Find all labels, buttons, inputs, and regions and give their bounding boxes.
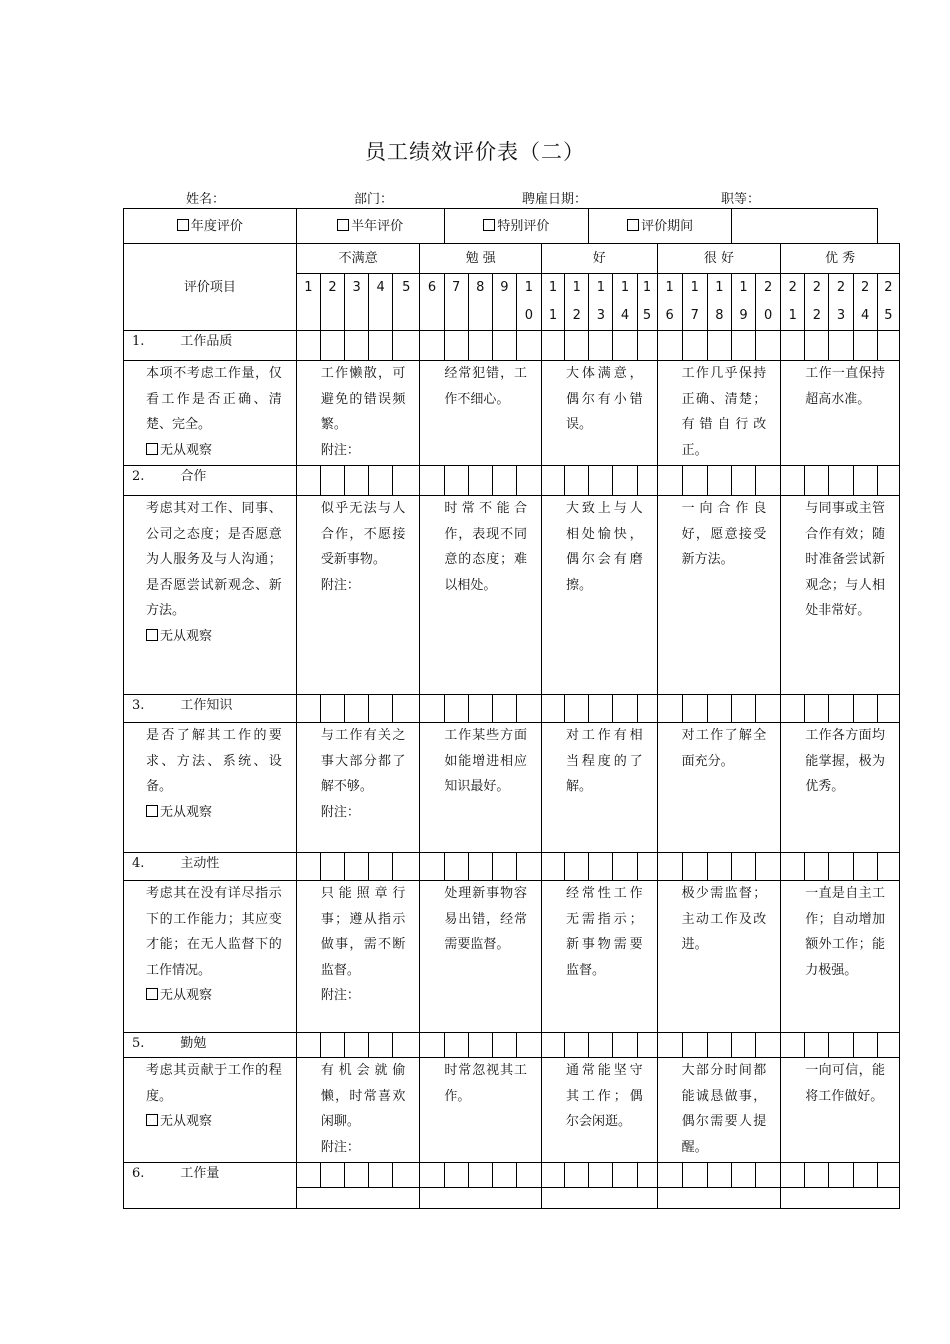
item-4-grade-5: 一直是自主工作；自动增加额外工作；能力极强。	[781, 881, 900, 1033]
score-mark-cell[interactable]	[853, 1163, 877, 1188]
checkbox-icon[interactable]	[146, 1114, 158, 1126]
score-mark-cell[interactable]	[637, 1033, 657, 1058]
score-mark-cell[interactable]	[468, 1033, 492, 1058]
score-mark-cell[interactable]	[444, 695, 468, 723]
score-number-23: 2 3	[829, 274, 853, 331]
no-observation-label: 无从观察	[160, 988, 213, 1003]
score-mark-cell[interactable]	[542, 1033, 565, 1058]
score-mark-cell[interactable]	[805, 853, 829, 881]
score-mark-cell[interactable]	[320, 695, 344, 723]
score-mark-cell[interactable]	[420, 1163, 444, 1188]
score-mark-cell[interactable]	[565, 853, 589, 881]
score-mark-cell[interactable]	[657, 1163, 682, 1188]
score-mark-cell[interactable]	[296, 1163, 320, 1188]
score-mark-cell[interactable]	[444, 466, 468, 496]
score-mark-cell[interactable]	[682, 1163, 707, 1188]
score-mark-cell[interactable]	[732, 853, 756, 881]
score-mark-cell[interactable]	[296, 1033, 320, 1058]
score-mark-cell[interactable]	[542, 695, 565, 723]
level-header-row	[124, 244, 900, 274]
item-3-grade-3: 对工作有相当程度的了解。	[542, 723, 658, 853]
item-2-grade-3: 大致上与人相处愉快，偶尔会有磨擦。	[542, 496, 658, 695]
score-number-20: 2 0	[756, 274, 781, 331]
score-mark-cell[interactable]	[468, 1163, 492, 1188]
score-mark-cell[interactable]	[829, 1033, 853, 1058]
score-mark-cell[interactable]	[829, 853, 853, 881]
score-mark-cell[interactable]	[637, 853, 657, 881]
score-mark-cell[interactable]	[853, 466, 877, 496]
item-4-grade-2: 处理新事物容易出错，经常需要监督。	[420, 881, 542, 1033]
score-mark-cell[interactable]	[732, 1163, 756, 1188]
score-mark-cell[interactable]	[657, 466, 682, 496]
score-mark-cell[interactable]	[468, 853, 492, 881]
item-2-grade-2: 时常不能合作，表现不同意的态度；难以相处。	[420, 496, 542, 695]
item-6-grade-2	[420, 1188, 542, 1209]
checkbox-icon[interactable]	[177, 219, 189, 231]
score-number-12: 1 2	[565, 274, 589, 331]
score-mark-cell[interactable]	[516, 853, 541, 881]
score-mark-cell[interactable]	[637, 466, 657, 496]
score-mark-cell[interactable]	[781, 1163, 805, 1188]
score-mark-cell[interactable]	[492, 466, 516, 496]
score-mark-cell[interactable]	[877, 853, 899, 881]
score-mark-cell[interactable]	[393, 466, 420, 496]
score-mark-cell[interactable]	[565, 1033, 589, 1058]
score-mark-cell[interactable]	[707, 853, 731, 881]
score-mark-cell[interactable]	[829, 1163, 853, 1188]
score-mark-cell[interactable]	[781, 695, 805, 723]
score-mark-cell[interactable]	[589, 853, 613, 881]
evaluation-form-table	[123, 208, 900, 1209]
score-mark-cell[interactable]	[657, 331, 682, 361]
score-mark-cell[interactable]	[444, 853, 468, 881]
score-mark-cell[interactable]	[682, 1033, 707, 1058]
item-2-description: 考虑其对工作、同事、公司之态度；是否愿意为人服务及与人沟通；是否愿尝试新观念、新方法。 无从观察	[124, 496, 297, 695]
score-mark-cell[interactable]	[565, 466, 589, 496]
score-mark-cell[interactable]	[345, 1033, 369, 1058]
checkbox-icon[interactable]	[483, 219, 495, 231]
item-3-title: 3. 工作知识	[124, 695, 297, 723]
score-mark-cell[interactable]	[853, 695, 877, 723]
item-1-score-row	[124, 331, 900, 361]
score-mark-cell[interactable]	[707, 1163, 731, 1188]
checkbox-icon[interactable]	[146, 443, 158, 455]
score-mark-cell[interactable]	[468, 695, 492, 723]
score-mark-cell[interactable]	[829, 466, 853, 496]
score-number-22: 2 2	[805, 274, 829, 331]
item-header: 评价项目	[124, 244, 297, 331]
name-label: 姓名：	[186, 192, 226, 207]
score-mark-cell[interactable]	[393, 1163, 420, 1188]
score-mark-cell[interactable]	[393, 331, 420, 361]
option-period[interactable]: 评价期间	[589, 209, 732, 244]
hire-date-label: 聘雇日期：	[522, 192, 588, 207]
score-number-14: 1 4	[613, 274, 637, 331]
item-2-detail-row	[124, 496, 900, 695]
score-mark-cell[interactable]	[805, 1033, 829, 1058]
item-6-title: 6. 工作量	[124, 1163, 297, 1209]
score-mark-cell[interactable]	[369, 1033, 393, 1058]
score-mark-cell[interactable]	[613, 695, 637, 723]
score-mark-cell[interactable]	[516, 331, 541, 361]
score-mark-cell[interactable]	[829, 695, 853, 723]
score-mark-cell[interactable]	[781, 466, 805, 496]
score-mark-cell[interactable]	[732, 466, 756, 496]
score-mark-cell[interactable]	[345, 1163, 369, 1188]
score-mark-cell[interactable]	[657, 695, 682, 723]
score-mark-cell[interactable]	[296, 331, 320, 361]
item-2-grade-5: 与同事或主管合作有效；随时准备尝试新观念；与人相处非常好。	[781, 496, 900, 695]
score-mark-cell[interactable]	[853, 1033, 877, 1058]
no-observation-label: 无从观察	[160, 628, 213, 644]
score-mark-cell[interactable]	[320, 466, 344, 496]
item-6-score-row	[124, 1163, 900, 1188]
score-number-15: 1 5	[637, 274, 657, 331]
score-mark-cell[interactable]	[781, 331, 805, 361]
score-mark-cell[interactable]	[565, 695, 589, 723]
item-3-grade-4: 对工作了解全面充分。	[657, 723, 781, 853]
score-mark-cell[interactable]	[369, 331, 393, 361]
item-5-description: 考虑其贡献于工作的程度。 无从观察	[124, 1058, 297, 1163]
item-6-grade-5	[781, 1188, 900, 1209]
score-mark-cell[interactable]	[732, 695, 756, 723]
no-observation-label: 无从观察	[160, 804, 213, 820]
score-mark-cell[interactable]	[805, 331, 829, 361]
score-mark-cell[interactable]	[345, 466, 369, 496]
level-marginal: 勉 强	[420, 244, 542, 274]
score-mark-cell[interactable]	[589, 1163, 613, 1188]
item-1-title: 1. 工作品质	[124, 331, 297, 361]
item-3-detail-row	[124, 723, 900, 853]
score-mark-cell[interactable]	[420, 331, 444, 361]
item-3-score-row	[124, 695, 900, 723]
score-mark-cell[interactable]	[682, 695, 707, 723]
score-mark-cell[interactable]	[613, 1163, 637, 1188]
score-mark-cell[interactable]	[589, 466, 613, 496]
score-mark-cell[interactable]	[516, 1033, 541, 1058]
score-mark-cell[interactable]	[589, 695, 613, 723]
item-3-grade-2: 工作某些方面如能增进相应知识最好。	[420, 723, 542, 853]
score-mark-cell[interactable]	[853, 331, 877, 361]
score-mark-cell[interactable]	[420, 466, 444, 496]
no-observation-label: 无从观察	[160, 442, 213, 458]
score-mark-cell[interactable]	[732, 1033, 756, 1058]
option-annual[interactable]: 年度评价	[124, 209, 297, 244]
score-number-2: 2	[320, 274, 344, 331]
score-mark-cell[interactable]	[613, 853, 637, 881]
item-4-grade-1: 只能照章行事；遵从指示做事，需不断监督。 附注：	[296, 881, 420, 1033]
score-number-5: 5	[393, 274, 420, 331]
item-1-grade-4: 工作几乎保持正确、清楚；有错自行改正。	[657, 361, 781, 466]
score-mark-cell[interactable]	[756, 853, 781, 881]
score-mark-cell[interactable]	[613, 1033, 637, 1058]
score-mark-cell[interactable]	[707, 695, 731, 723]
checkbox-icon[interactable]	[627, 219, 639, 231]
page-title: 员工绩效评价表（二）	[365, 140, 585, 164]
item-4-grade-3: 经常性工作无需指示；新事物需要监督。	[542, 881, 658, 1033]
score-mark-cell[interactable]	[756, 466, 781, 496]
score-number-4: 4	[369, 274, 393, 331]
score-mark-cell[interactable]	[369, 466, 393, 496]
score-mark-cell[interactable]	[805, 1163, 829, 1188]
score-mark-cell[interactable]	[657, 853, 682, 881]
level-unsatisfactory: 不满意	[296, 244, 420, 274]
score-mark-cell[interactable]	[393, 853, 420, 881]
level-very-good: 很 好	[657, 244, 781, 274]
item-5-score-row	[124, 1033, 900, 1058]
checkbox-icon[interactable]	[146, 629, 158, 641]
item-1-detail-row	[124, 361, 900, 466]
score-mark-cell[interactable]	[542, 331, 565, 361]
score-mark-cell[interactable]	[542, 1163, 565, 1188]
score-mark-cell[interactable]	[682, 466, 707, 496]
score-mark-cell[interactable]	[420, 853, 444, 881]
score-mark-cell[interactable]	[320, 1163, 344, 1188]
item-2-grade-4: 一向合作良好，愿意接受新方法。	[657, 496, 781, 695]
score-mark-cell[interactable]	[637, 1163, 657, 1188]
score-mark-cell[interactable]	[707, 1033, 731, 1058]
evaluation-type-row	[124, 209, 900, 244]
score-mark-cell[interactable]	[369, 1163, 393, 1188]
score-mark-cell[interactable]	[877, 1163, 899, 1188]
score-mark-cell[interactable]	[492, 1033, 516, 1058]
score-mark-cell[interactable]	[877, 695, 899, 723]
score-number-3: 3	[345, 274, 369, 331]
score-mark-cell[interactable]	[542, 853, 565, 881]
score-mark-cell[interactable]	[589, 331, 613, 361]
score-mark-cell[interactable]	[781, 853, 805, 881]
item-1-description: 本项不考虑工作量，仅看工作是否正确、清楚、完全。 无从观察	[124, 361, 297, 466]
item-6-grade-1	[296, 1188, 420, 1209]
checkbox-icon[interactable]	[146, 988, 158, 1000]
item-1-grade-1: 工作懒散，可避免的错误频繁。 附注：	[296, 361, 420, 466]
score-mark-cell[interactable]	[637, 331, 657, 361]
score-mark-cell[interactable]	[516, 466, 541, 496]
option-special[interactable]: 特别评价	[444, 209, 589, 244]
item-5-grade-1: 有机会就偷懒，时常喜欢闲聊。 附注：	[296, 1058, 420, 1163]
item-6-grade-4	[657, 1188, 781, 1209]
score-mark-cell[interactable]	[468, 331, 492, 361]
score-mark-cell[interactable]	[613, 466, 637, 496]
score-mark-cell[interactable]	[565, 331, 589, 361]
score-mark-cell[interactable]	[420, 1033, 444, 1058]
score-mark-cell[interactable]	[296, 853, 320, 881]
score-number-25: 2 5	[877, 274, 899, 331]
score-mark-cell[interactable]	[613, 331, 637, 361]
score-mark-cell[interactable]	[492, 331, 516, 361]
score-number-7: 7	[444, 274, 468, 331]
score-mark-cell[interactable]	[393, 695, 420, 723]
item-4-description: 考虑其在没有详尽指示下的工作能力；其应变才能；在无人监督下的工作情况。 无从观察	[124, 881, 297, 1033]
score-mark-cell[interactable]	[516, 1163, 541, 1188]
score-mark-cell[interactable]	[492, 853, 516, 881]
item-2-title: 2. 合作	[124, 466, 297, 496]
score-mark-cell[interactable]	[756, 331, 781, 361]
score-mark-cell[interactable]	[707, 331, 731, 361]
score-number-13: 1 3	[589, 274, 613, 331]
no-observation-label: 无从观察	[160, 1114, 213, 1129]
dept-label: 部门：	[354, 192, 394, 207]
rank-label: 职等：	[721, 192, 761, 207]
score-mark-cell[interactable]	[657, 1033, 682, 1058]
score-mark-cell[interactable]	[637, 695, 657, 723]
score-mark-cell[interactable]	[369, 695, 393, 723]
score-mark-cell[interactable]	[682, 331, 707, 361]
score-mark-cell[interactable]	[877, 1033, 899, 1058]
score-mark-cell[interactable]	[345, 695, 369, 723]
score-mark-cell[interactable]	[682, 853, 707, 881]
score-mark-cell[interactable]	[420, 695, 444, 723]
score-number-9: 9	[492, 274, 516, 331]
item-1-grade-2: 经常犯错，工作不细心。	[420, 361, 542, 466]
item-5-title: 5. 勤勉	[124, 1033, 297, 1058]
score-mark-cell[interactable]	[707, 466, 731, 496]
option-half-year[interactable]: 半年评价	[296, 209, 444, 244]
score-mark-cell[interactable]	[320, 853, 344, 881]
score-mark-cell[interactable]	[468, 466, 492, 496]
score-mark-cell[interactable]	[542, 466, 565, 496]
checkbox-icon[interactable]	[146, 805, 158, 817]
checkbox-icon[interactable]	[337, 219, 349, 231]
period-value-cell[interactable]	[732, 209, 878, 244]
score-mark-cell[interactable]	[444, 1163, 468, 1188]
score-mark-cell[interactable]	[345, 331, 369, 361]
score-mark-cell[interactable]	[492, 1163, 516, 1188]
score-mark-cell[interactable]	[444, 331, 468, 361]
score-number-8: 8	[468, 274, 492, 331]
score-mark-cell[interactable]	[877, 466, 899, 496]
item-5-grade-5: 一向可信，能将工作做好。	[781, 1058, 900, 1163]
score-mark-cell[interactable]	[853, 853, 877, 881]
item-3-description: 是否了解其工作的要求、方法、系统、设备。 无从观察	[124, 723, 297, 853]
item-5-grade-2: 时常忽视其工作。	[420, 1058, 542, 1163]
item-3-grade-5: 工作各方面均能掌握，极为优秀。	[781, 723, 900, 853]
score-mark-cell[interactable]	[369, 853, 393, 881]
score-number-6: 6	[420, 274, 444, 331]
score-mark-cell[interactable]	[756, 1033, 781, 1058]
score-mark-cell[interactable]	[877, 331, 899, 361]
score-mark-cell[interactable]	[296, 466, 320, 496]
score-mark-cell[interactable]	[756, 695, 781, 723]
item-2-grade-1: 似乎无法与人合作，不愿接受新事物。 附注：	[296, 496, 420, 695]
score-mark-cell[interactable]	[565, 1163, 589, 1188]
score-number-10: 1 0	[516, 274, 541, 331]
item-4-score-row	[124, 853, 900, 881]
item-1-grade-5: 工作一直保持超高水准。	[781, 361, 900, 466]
score-number-24: 2 4	[853, 274, 877, 331]
item-4-title: 4. 主动性	[124, 853, 297, 881]
score-mark-cell[interactable]	[296, 695, 320, 723]
item-5-grade-3: 通常能坚守其工作；偶尔会闲逛。	[542, 1058, 658, 1163]
score-mark-cell[interactable]	[492, 695, 516, 723]
item-6-grade-3	[542, 1188, 658, 1209]
score-number-16: 1 6	[657, 274, 682, 331]
score-number-21: 2 1	[781, 274, 805, 331]
score-mark-cell[interactable]	[781, 1033, 805, 1058]
score-mark-cell[interactable]	[345, 853, 369, 881]
score-number-17: 1 7	[682, 274, 707, 331]
item-5-grade-4: 大部分时间都能诚恳做事，偶尔需要人提醒。	[657, 1058, 781, 1163]
level-excellent: 优 秀	[781, 244, 900, 274]
score-mark-cell[interactable]	[320, 331, 344, 361]
item-4-grade-4: 极少需监督；主动工作及改进。	[657, 881, 781, 1033]
score-mark-cell[interactable]	[732, 331, 756, 361]
score-number-18: 1 8	[707, 274, 731, 331]
item-1-grade-3: 大体满意，偶尔有小错误。	[542, 361, 658, 466]
item-3-grade-1: 与工作有关之事大部分都了解不够。 附注：	[296, 723, 420, 853]
item-4-detail-row	[124, 881, 900, 1033]
score-mark-cell[interactable]	[805, 695, 829, 723]
score-mark-cell[interactable]	[444, 1033, 468, 1058]
score-mark-cell[interactable]	[516, 695, 541, 723]
score-mark-cell[interactable]	[589, 1033, 613, 1058]
item-5-detail-row	[124, 1058, 900, 1163]
score-mark-cell[interactable]	[320, 1033, 344, 1058]
level-good: 好	[542, 244, 658, 274]
score-mark-cell[interactable]	[393, 1033, 420, 1058]
score-number-1: 1	[296, 274, 320, 331]
score-mark-cell[interactable]	[756, 1163, 781, 1188]
score-number-19: 1 9	[732, 274, 756, 331]
score-mark-cell[interactable]	[805, 466, 829, 496]
score-number-11: 1 1	[542, 274, 565, 331]
score-mark-cell[interactable]	[829, 331, 853, 361]
item-2-score-row	[124, 466, 900, 496]
